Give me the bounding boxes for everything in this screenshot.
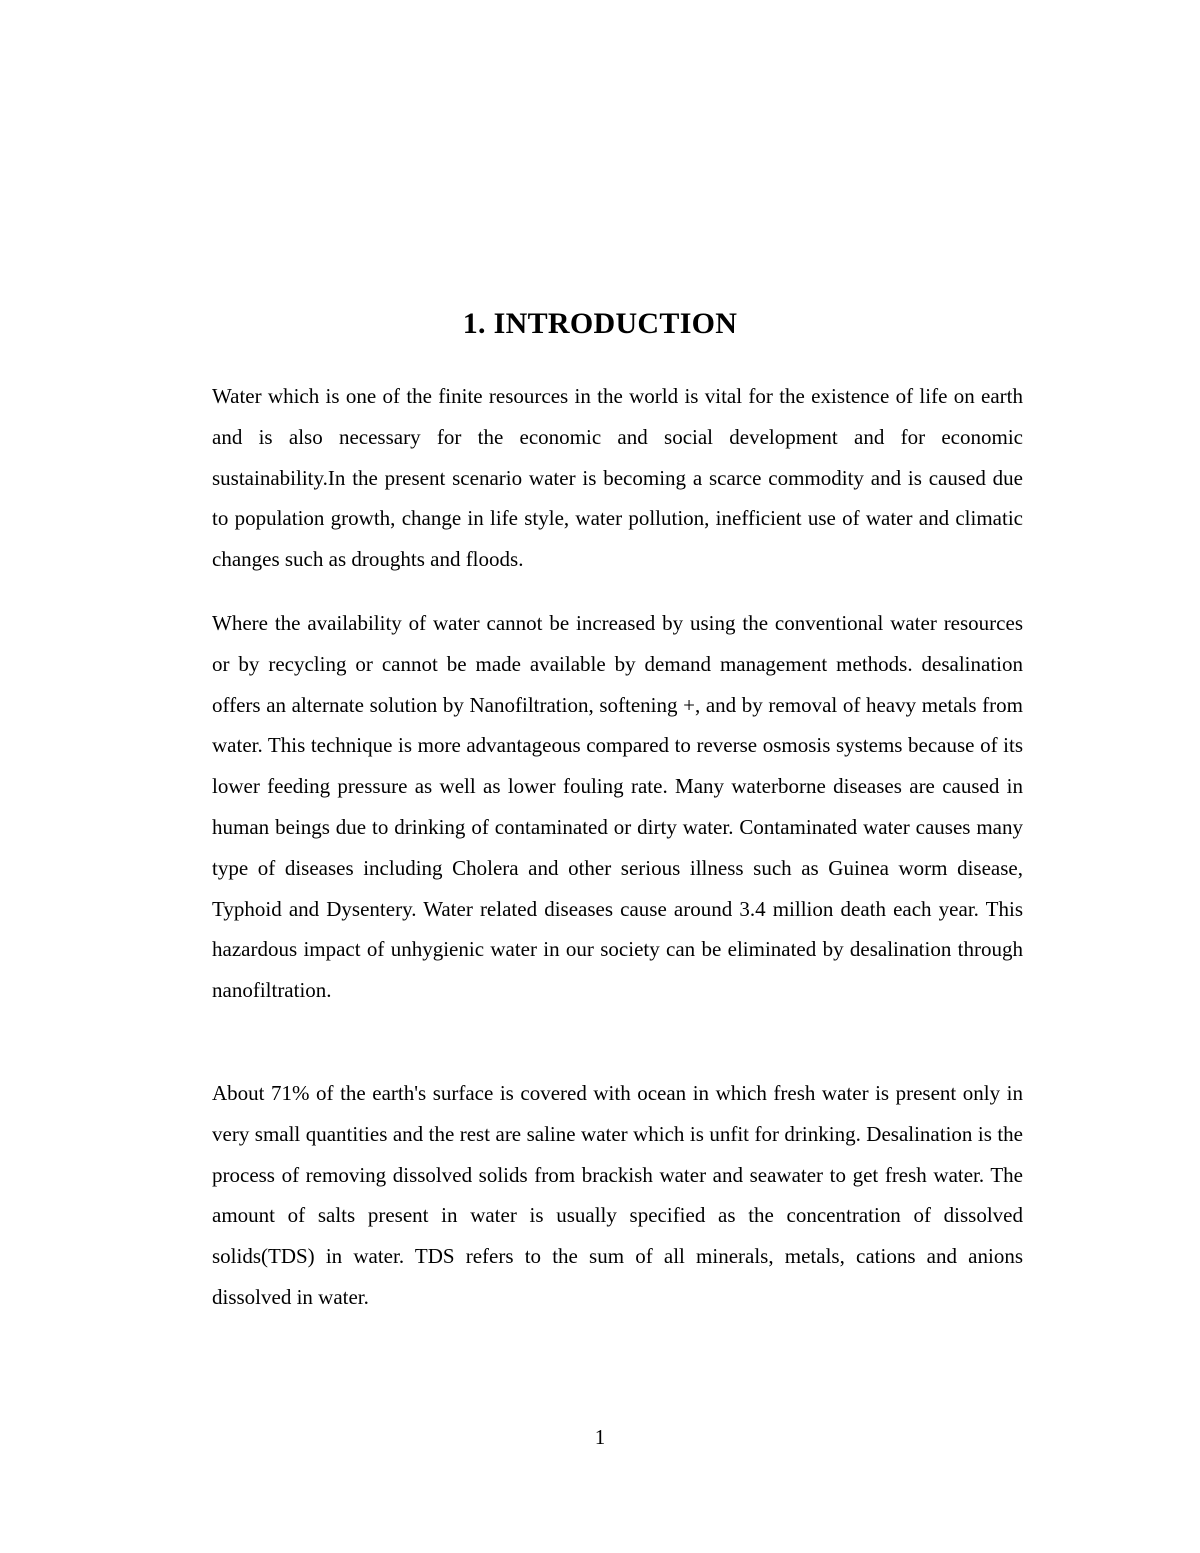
section-heading: 1. INTRODUCTION — [462, 307, 738, 340]
paragraph-desalination-alternative: Where the availability of water cannot be increased by using the conventional water resources or by recycling or cannot be made available by demand management methods. desalination offers an alternate solution by Nanofiltration, softening +, and by removal of heavy metals from water. This technique is more advantageous compared to reverse osmosis systems because of its lower feeding pressure as well as lower fouling rate. Many waterborne diseases are caused in human beings due to drinking of contaminated or dirty water. Contaminated water causes many type of diseases including Cholera and other serious illness such as Guinea worm disease, Typhoid and Dysentery. Water related diseases cause around 3.4 million death each year. This hazardous impact of unhygienic water in our society can be eliminated by desalination through nanofiltration. — [212, 611, 1023, 1003]
page-number: 1 — [594, 1425, 606, 1449]
paragraph-water-resources: Water which is one of the finite resources in the world is vital for the existence of life on earth and is also necessary for the economic and social development and for economic sustainability.In the present scenario water is becoming a scarce commodity and is caused due to population growth, change in life style, water pollution, inefficient use of water and climatic changes such as droughts and floods. — [212, 384, 1023, 572]
paragraph-earth-surface-ocean: About 71% of the earth's surface is covered with ocean in which fresh water is present only in very small quantities and the rest are saline water which is unfit for drinking. Desalination is the process of removing dissolved solids from brackish water and seawater to get fresh water. The amount of salts present in water is usually specified as the concentration of dissolved solids(TDS) in water. TDS refers to the sum of all minerals, metals, cations and anions dissolved in water. — [212, 1081, 1023, 1309]
